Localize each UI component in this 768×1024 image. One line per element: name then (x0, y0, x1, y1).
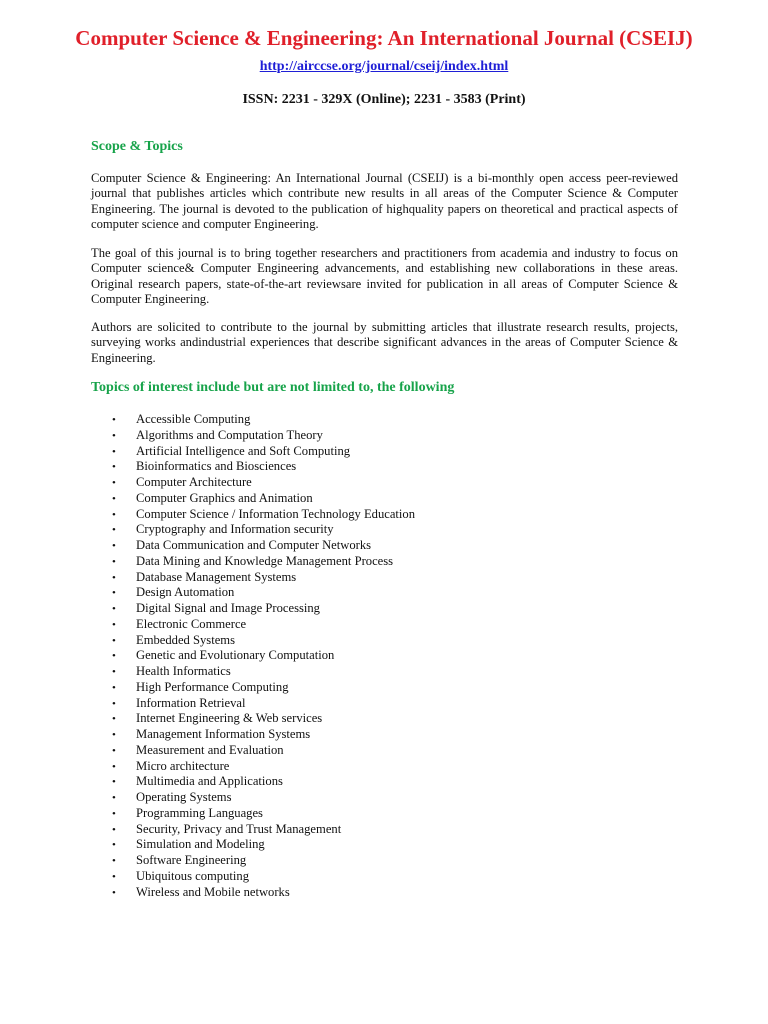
topic-list-item (112, 570, 415, 586)
bullet-icon: • (112, 681, 116, 694)
bullet-icon: • (112, 414, 116, 426)
topic-list-item (112, 837, 415, 853)
topic-label: Algorithms and Computation Theory (136, 427, 323, 442)
topic-list-item (112, 759, 415, 775)
topic-label: Database Management Systems (136, 569, 297, 584)
topic-list-item (112, 633, 415, 649)
topic-list-item (112, 648, 415, 664)
topic-list-item (112, 444, 415, 460)
bullet-icon: • (112, 776, 116, 789)
bullet-icon: • (112, 650, 116, 663)
bullet-icon: • (112, 508, 116, 521)
bullet-icon: • (112, 618, 116, 631)
bullet-icon: • (112, 713, 116, 726)
bullet-icon: • (112, 492, 116, 505)
bullet-icon: • (112, 429, 116, 442)
topic-label: Measurement and Evaluation (136, 742, 284, 757)
bullet-icon: • (112, 540, 116, 552)
topic-list-item (112, 711, 415, 727)
topic-label: Electronic Commerce (136, 616, 247, 631)
topic-list-item (112, 664, 415, 680)
topic-list-item (112, 412, 415, 428)
bullet-icon: • (112, 634, 116, 647)
scope-paragraph-2: The goal of this journal is to bring together researchers and practitioners from academia and industry to focus on Computer science& Computer Engineering advancements, and establishing new collaborations in these areas. Original research papers, state-of-the-art reviewsare invited for publication in all areas of Computer Science & Computer Engineering. (91, 246, 678, 306)
bullet-icon: • (112, 760, 116, 773)
topic-label: Operating Systems (136, 790, 232, 804)
bullet-icon: • (112, 855, 116, 867)
bullet-icon: • (112, 555, 116, 568)
topic-label: Management Information Systems (136, 727, 311, 741)
topic-label: Internet Engineering & Web services (136, 711, 323, 726)
bullet-icon: • (112, 807, 116, 820)
topic-label: Programming Languages (136, 805, 263, 820)
bullet-icon: • (112, 445, 116, 458)
bullet-icon: • (112, 729, 116, 741)
topic-list-item (112, 774, 415, 790)
topic-list-item (112, 806, 415, 822)
bullet-icon: • (112, 886, 116, 899)
bullet-icon: • (112, 666, 116, 678)
bullet-icon: • (112, 524, 116, 537)
topic-list-item (112, 554, 415, 570)
topic-label: Design Automation (136, 585, 235, 600)
topic-label: Health Informatics (136, 664, 231, 678)
topic-list-item (112, 507, 415, 523)
topic-list-item (112, 853, 415, 869)
topic-label: Computer Graphics and Animation (136, 490, 313, 505)
topic-label: Embedded Systems (136, 632, 235, 647)
topic-list-item (112, 459, 415, 475)
topic-label: Software Engineering (136, 853, 247, 867)
bullet-icon: • (112, 697, 116, 710)
topic-list-item (112, 743, 415, 759)
topic-label: Digital Signal and Image Processing (136, 601, 320, 615)
topic-list-item (112, 790, 415, 806)
scope-paragraph-3: Authors are solicited to contribute to the journal by submitting articles that illustrate research results, projects, surveying works andindustrial experiences that describe significant advances in the areas of Computer Science & Engineering. (91, 320, 678, 365)
topic-label: Artificial Intelligence and Soft Computing (136, 443, 351, 458)
topic-label: Computer Science / Information Technology Education (136, 506, 416, 521)
topic-label: Data Communication and Computer Networks (136, 538, 372, 552)
topic-label: Ubiquitous computing (136, 868, 249, 883)
topic-label: Computer Architecture (136, 475, 252, 489)
issn-line: ISSN: 2231 - 329X (Online); 2231 - 3583 (Print) (242, 92, 526, 107)
topic-list-item (112, 696, 415, 712)
bullet-icon: • (112, 792, 116, 804)
topic-list-item (112, 617, 415, 633)
topic-list-item (112, 727, 415, 743)
topic-label: Information Retrieval (136, 695, 246, 710)
topics-heading: Topics of interest include but are not limited to, the following (91, 380, 455, 395)
bullet-icon: • (112, 461, 116, 474)
topics-list (112, 412, 415, 900)
scope-paragraph-1: Computer Science & Engineering: An International Journal (CSEIJ) is a bi-monthly open access peer-reviewed journal that publishes articles which contribute new results in all areas of the Computer Science & Computer Engineering. The journal is devoted to the publication of highquality papers on theoretical and practical aspects of computer science and computer Engineering. (91, 171, 678, 231)
topic-list-item (112, 822, 415, 838)
topic-label: Security, Privacy and Trust Management (136, 821, 342, 836)
topic-list-item (112, 680, 415, 696)
topic-label: Simulation and Modeling (136, 837, 265, 852)
topic-label: Genetic and Evolutionary Computation (136, 648, 335, 663)
topic-label: Accessible Computing (136, 412, 251, 426)
topic-list-item (112, 885, 415, 901)
topic-label: Wireless and Mobile networks (136, 884, 290, 899)
topic-label: Cryptography and Information security (136, 522, 334, 537)
journal-title: Computer Science & Engineering: An International Journal (CSEIJ) (75, 26, 693, 50)
scope-heading: Scope & Topics (91, 139, 183, 154)
bullet-icon: • (112, 744, 116, 757)
bullet-icon: • (112, 587, 116, 600)
topic-list-item (112, 522, 415, 538)
bullet-icon: • (112, 839, 116, 852)
bullet-icon: • (112, 823, 116, 836)
bullet-icon: • (112, 571, 116, 584)
topic-label: Multimedia and Applications (136, 774, 283, 789)
bullet-icon: • (112, 477, 116, 489)
journal-url-link[interactable]: http://airccse.org/journal/cseij/index.html (259, 59, 509, 74)
topic-list-item (112, 585, 415, 601)
topic-label: High Performance Computing (136, 679, 289, 694)
topic-list-item (112, 601, 415, 617)
topic-list-item (112, 869, 415, 885)
bullet-icon: • (112, 603, 116, 615)
topic-label: Bioinformatics and Biosciences (136, 459, 297, 474)
topic-list-item (112, 538, 415, 554)
topic-list-item (112, 428, 415, 444)
topic-label: Data Mining and Knowledge Management Process (136, 553, 394, 568)
topic-label: Micro architecture (136, 758, 230, 773)
bullet-icon: • (112, 870, 116, 883)
topic-list-item (112, 475, 415, 491)
topic-list-item (112, 491, 415, 507)
